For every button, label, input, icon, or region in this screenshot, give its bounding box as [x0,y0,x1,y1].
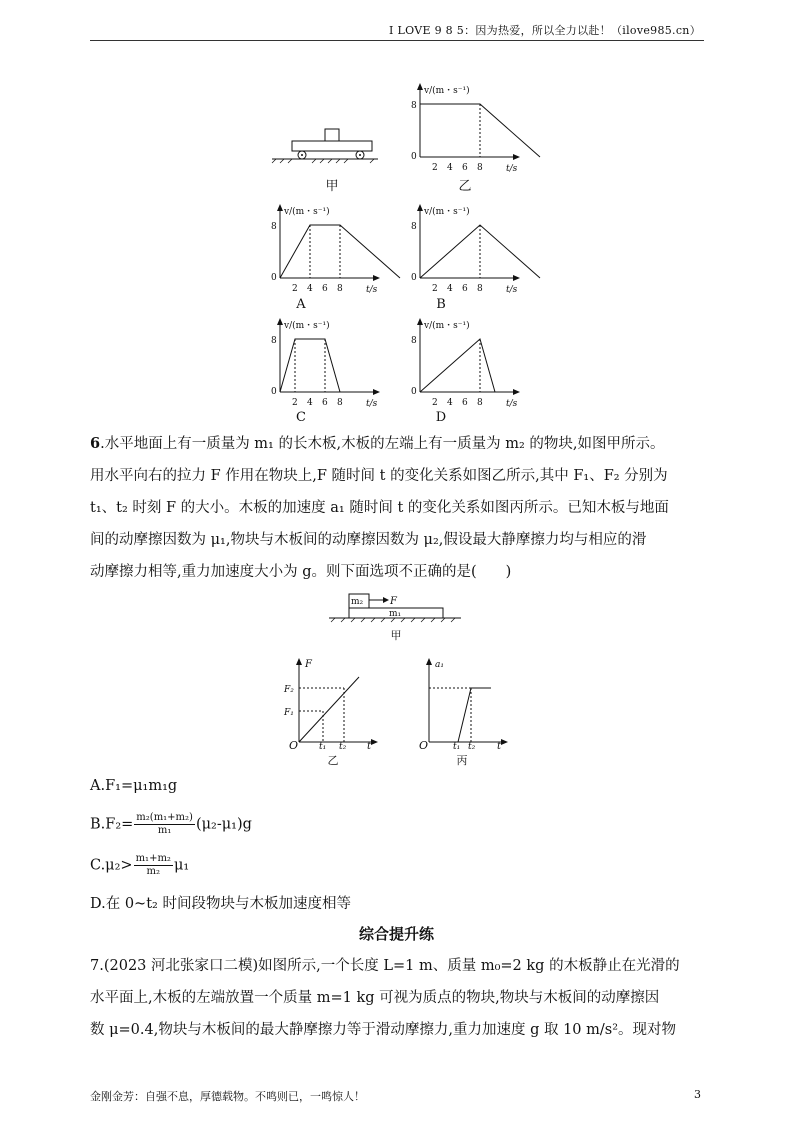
t-axis-arrow [513,389,520,395]
m2-label: m₂ [351,597,364,607]
t-axis-label: t/s [506,285,518,295]
caption-B: B [436,297,446,312]
v-axis-label: v/(m・s⁻¹) [424,321,470,331]
t-tick-label: 2 [292,398,298,408]
caption-C: C [296,410,306,425]
page-header: I LOVE 9 8 5：因为热爱，所以全力以赴！（ilove985.cn） [389,24,701,37]
O-label: O [419,739,429,752]
q6-line-2: 用水平向右的拉力 F 作用在物块上,F 随时间 t 的变化关系如图乙所示,其中 F₁、F₂ 分别为 [90,468,668,484]
tick-0: 0 [271,273,277,283]
t-tick-label: 6 [462,163,468,173]
v-axis-arrow [417,204,423,211]
t-axis-label: t [497,741,502,752]
vt-graph-A [265,203,390,298]
F1-label: F₁ [284,708,294,718]
a1-axis-label: a₁ [435,660,444,670]
vt-graph-B [405,203,530,298]
t-tick-label: 8 [477,284,483,294]
t2-label: t₂ [468,742,476,752]
q7-line-3: 数 μ=0.4,物块与木板间的最大静摩擦力等于滑动摩擦力,重力加速度 g 取 10 m/s²。现对物 [90,1022,677,1038]
t-tick-label: 6 [462,398,468,408]
header-rule [90,40,704,41]
t-tick-label: 2 [292,284,298,294]
q7-line-1: 7.(2023 河北张家口二模)如图所示,一个长度 L=1 m、质量 m₀=2 kg 的木板静止在光滑的 [90,958,680,974]
F-label: F [390,596,397,607]
q7-line-2: 水平面上,木板的左端放置一个质量 m=1 kg 可视为质点的物块,物块与木板间的动摩擦因 [90,990,660,1006]
fraction: $\frac{\text{m₁+m₂}}{\text{m₂}}$ [135,853,171,877]
caption-q6-jia: 甲 [390,629,402,642]
t-tick-label: 6 [322,398,328,408]
tick-0: 0 [411,273,417,283]
t1-label: t₁ [453,742,461,752]
tick-8: 8 [411,336,417,346]
F-axis-label: F [305,659,312,670]
q6-line-3: t₁、t₂ 时刻 F 的大小。木板的加速度 a₁ 随时间 t 的变化关系如图丙所示。已知木板与地面 [90,500,669,516]
F-t-graph [283,657,383,747]
q6-line-1: 6.水平地面上有一质量为 m₁ 的长木板,木板的左端上有一质量为 m₂ 的物块,如图甲所示。 [90,435,665,452]
t-axis-label: t/s [506,399,518,409]
F2-label: F₂ [284,685,294,695]
page-number: 3 [694,1088,701,1101]
tick-0: 0 [411,387,417,397]
cart-figure [270,125,380,165]
fraction: $\frac{\text{m₂(m₁+m₂)}}{\text{m₁}}$ [136,812,193,836]
t-tick-label: 4 [447,163,453,173]
tick-8: 8 [271,222,277,232]
t-axis-label: t/s [366,399,378,409]
velocity-line [280,339,340,392]
question-7 [90,950,704,1046]
vt-graph-D [405,317,530,412]
t-tick-label: 4 [307,284,313,294]
t-tick-label: 4 [447,398,453,408]
v-axis-arrow [277,318,283,325]
tick-0: 0 [271,387,277,397]
v-axis-label: v/(m・s⁻¹) [424,86,470,96]
t-tick-label: 2 [432,163,438,173]
tick-8: 8 [411,101,417,111]
v-axis-label: v/(m・s⁻¹) [284,321,330,331]
option-D: D.在 0~t₂ 时间段物块与木板加速度相等 [90,896,351,912]
question-6 [90,428,704,588]
t-tick-label: 2 [432,398,438,408]
footer-motto: 金刚金芳：自强不息，厚德载物。不鸣则已，一鸣惊人！ [90,1090,365,1103]
t-tick-label: 6 [462,284,468,294]
option-A: A.F₁=μ₁m₁g [90,778,178,794]
t-tick-label: 8 [477,398,483,408]
vt-graph-C [265,317,390,412]
t-tick-label: 4 [447,284,453,294]
t2-label: t₂ [339,742,347,752]
caption-jia: 甲 [325,179,339,194]
vt-graph-yi [405,82,530,177]
m1-label: m₁ [389,609,402,619]
tick-8: 8 [271,336,277,346]
t-axis-arrow [373,389,380,395]
block-board-figure [325,590,465,630]
t-axis-label: t/s [366,285,378,295]
t-tick-label: 8 [477,163,483,173]
t-tick-label: 4 [307,398,313,408]
O-label: O [289,739,299,752]
v-axis-arrow [417,318,423,325]
t-axis-label: t/s [506,164,518,174]
caption-q6-bing: 丙 [456,754,468,767]
t-axis-arrow [373,275,380,281]
v-axis-arrow [277,204,283,211]
t-axis-label: t [367,741,372,752]
v-axis-label: v/(m・s⁻¹) [424,207,470,217]
caption-D: D [435,410,447,425]
t-axis-arrow [513,275,520,281]
t-axis-arrow [513,154,520,160]
t-tick-label: 8 [337,284,343,294]
velocity-line [420,339,495,392]
option-B: B.F₂= $\frac{\text{m₂(m₁+m₂)}}{\text{m₁}}$ (μ₂-μ₁)g [90,812,252,836]
option-C: C.μ₂> $\frac{\text{m₁+m₂}}{\text{m₂}}$ μ₁ [90,853,190,877]
t1-label: t₁ [319,742,327,752]
tick-8: 8 [411,222,417,232]
caption-A: A [296,297,306,312]
t-tick-label: 6 [322,284,328,294]
tick-0: 0 [411,152,417,162]
v-axis-label: v/(m・s⁻¹) [284,207,330,217]
t-tick-label: 8 [337,398,343,408]
v-axis-arrow [417,83,423,90]
t-tick-label: 2 [432,284,438,294]
q6-line-4: 间的动摩擦因数为 μ₁,物块与木板间的动摩擦因数为 μ₂,假设最大静摩擦力均与相应的滑 [90,532,647,548]
q6-line-5: 动摩擦力相等,重力加速度大小为 g。则下面选项不正确的是( ) [90,564,512,580]
caption-q6-yi: 乙 [327,754,339,767]
section-title: 综合提升练 [358,925,434,943]
caption-yi: 乙 [458,179,472,194]
a-t-graph [413,657,513,747]
